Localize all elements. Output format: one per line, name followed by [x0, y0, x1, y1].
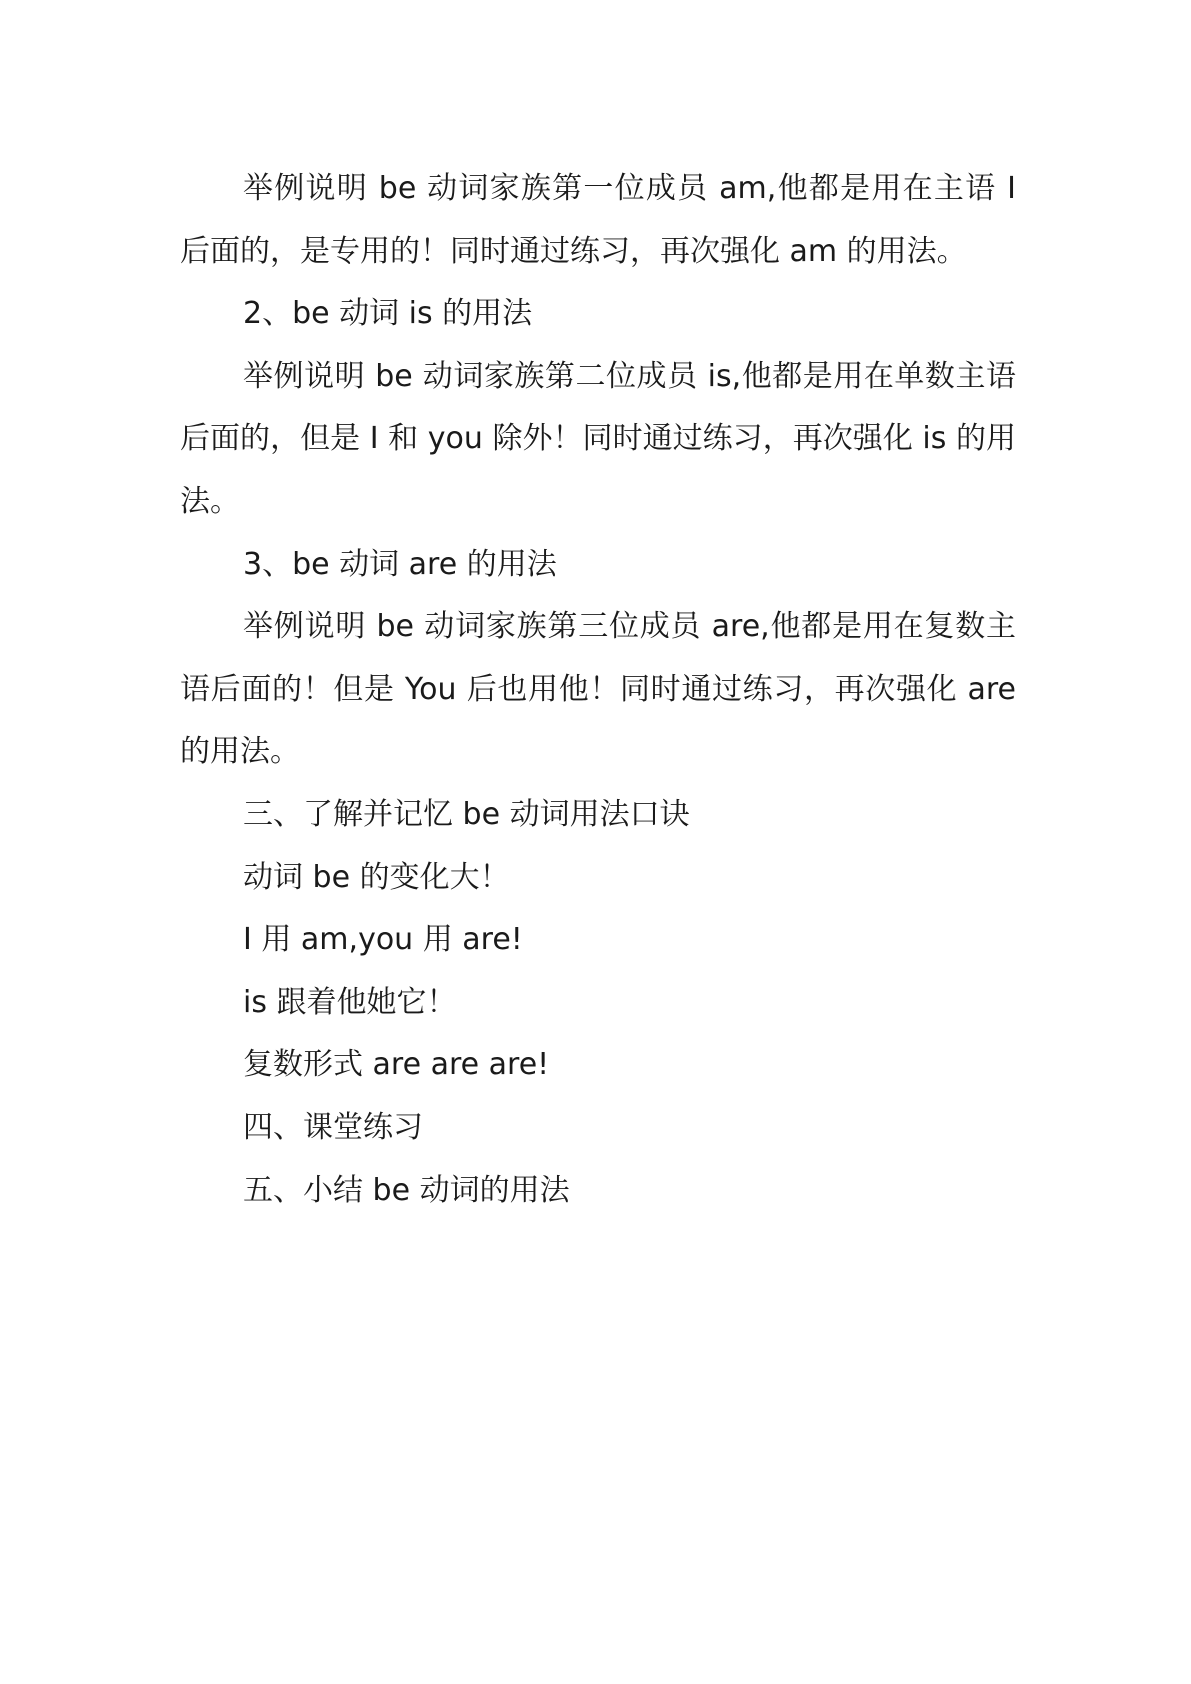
- heading-summary: 五、小结 be 动词的用法: [243, 1172, 570, 1208]
- paragraph-is-usage: 举例说明 be 动词家族第二位成员 is,他都是用在单数主语后面的，但是 I 和 you 除外！同时通过练习，再次强化 is 的用法。: [180, 358, 1016, 519]
- paragraph-are-usage: 举例说明 be 动词家族第三位成员 are,他都是用在复数主语后面的！但是 You 后也用他！同时通过练习，再次强化 are 的用法。: [180, 609, 1016, 770]
- mnemonic-line-3: is 跟着他她它！: [243, 984, 457, 1020]
- heading-is-usage: 2、be 动词 is 的用法: [243, 296, 533, 332]
- mnemonic-line-4: 复数形式 are are are!: [243, 1047, 550, 1083]
- heading-mnemonic: 三、了解并记忆 be 动词用法口诀: [243, 796, 690, 832]
- mnemonic-line-1: 动词 be 的变化大！: [243, 859, 510, 895]
- document-body: [180, 158, 1016, 1222]
- mnemonic-line-2: I 用 am,you 用 are!: [243, 922, 523, 958]
- paragraph-am-usage: 举例说明 be 动词家族第一位成员 am,他都是用在主语 I 后面的，是专用的！同时通过练习，再次强化 am 的用法。: [180, 171, 1016, 269]
- heading-practice: 四、课堂练习: [243, 1109, 423, 1145]
- heading-are-usage: 3、be 动词 are 的用法: [243, 546, 557, 582]
